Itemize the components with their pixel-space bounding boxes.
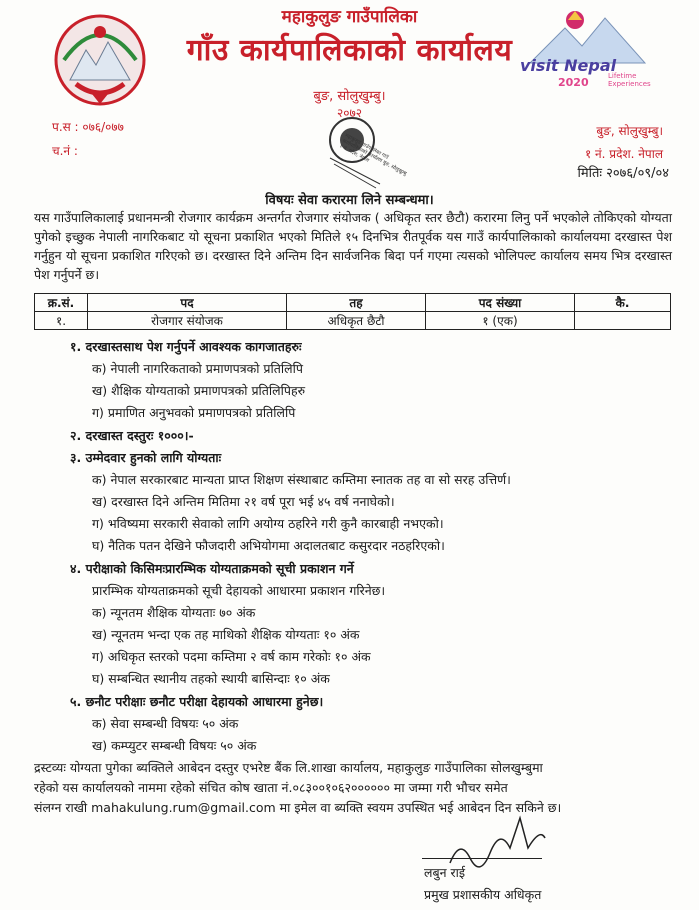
list-item: क) सेवा सम्बन्धी विषयः ५० अंक <box>92 716 239 731</box>
table-cell <box>575 312 671 330</box>
table-cell: रोजगार संयोजक <box>88 312 287 330</box>
address-line-2: १ नं. प्रदेश. नेपाल <box>584 147 663 161</box>
visit-nepal-logo <box>520 8 650 98</box>
list-item: घ) नैतिक पतन देखिने फौजदारी अभियोगमा अदालतबाट कसुरदार नठहरिएको। <box>92 538 445 553</box>
list-item: ग) अधिकृत स्तरको पदमा कम्तिमा २ वर्ष काम गरेकोः १० अंक <box>92 649 371 664</box>
chalani-number: च.नं : <box>52 144 78 158</box>
section-subtext: प्रारम्भिक योग्यताक्रमको सूची देहायको आधारमा प्रकाशन गरिनेछ। <box>92 583 386 598</box>
section-title: ४. परीक्षाको किसिमःप्रारम्भिक योग्यताक्रमको सूची प्रकाशन गर्ने <box>70 561 354 576</box>
visit-nepal-year: 2020 <box>558 76 589 89</box>
list-item: क) नेपाल सरकारबाट मान्यता प्राप्त शिक्षण संस्थाबाट कम्तिमा स्नातक तह वा सो सरह उत्तिर्ण। <box>92 472 511 487</box>
list-item: ख) कम्प्युटर सम्बन्धी विषयः ५० अंक <box>92 738 257 753</box>
table-header: तह <box>287 294 426 312</box>
office-seal-text: महाकुलुङ गाउँपालिका गाउँ कार्यपालिकाको कार्यालय बुङ, सोलुखुम्बु १ नं. प्रदेश, नेपाल <box>338 132 408 178</box>
letter-date: मितिः २०७६/०९/०४ <box>577 166 669 181</box>
list-item: क) नेपाली नागरिकताको प्रमाणपत्रको प्रतिलिपि <box>92 361 303 376</box>
office-title: गाँउ कार्यपालिकाको कार्यालय <box>186 33 513 68</box>
section-title: १. दरखास्तसाथ पेश गर्नुपर्ने आवश्यक कागजातहरुः <box>70 339 302 354</box>
list-item: क) न्यूनतम शैक्षिक योग्यताः ७० अंक <box>92 605 256 620</box>
table-cell: अधिकृत छैटौ <box>287 312 426 330</box>
subject-line: विषयः सेवा करारमा लिने सम्बन्धमा। <box>265 193 434 208</box>
patra-sankhya: प.स : ०७६/०७७ <box>52 120 124 134</box>
footer-note <box>34 758 679 818</box>
signatory-name: लबुन राई <box>424 865 466 880</box>
signatory-title: प्रमुख प्रशासकीय अधिकृत <box>424 887 542 902</box>
visit-nepal-tagline: Lifetime Experiences <box>608 72 651 88</box>
visit-nepal-text: visit Nepal <box>520 56 617 75</box>
section-title: ३. उम्मेदवार हुनको लागि योग्यताः <box>70 450 222 465</box>
list-item: ग) प्रमाणित अनुभवको प्रमाणपत्रको प्रतिलिपि <box>92 405 296 420</box>
list-item: ख) न्यूनतम भन्दा एक तह माथिको शैक्षिक योग्यताः १० अंक <box>92 627 360 642</box>
footer-line: संलग्न राखी mahakulung.rum@gmail.com मा इमेल वा ब्यक्ति स्वयम उपस्थित भई आबेदन दिन सकिने छ। <box>34 800 562 815</box>
footer-line: रहेको यस कार्यालयको नाममा रहेको संचित कोष खाता नं.०८३००१०६२०००००० मा जम्मा गरी भौचर समेत <box>34 780 508 795</box>
section-title: ५. छनौट परीक्षाः छनौट परीक्षा देहायको आधारमा हुनेछ। <box>70 694 324 709</box>
table-cell: १ (एक) <box>426 312 575 330</box>
intro-paragraph: यस गाउँपालिकालाई प्रधानमन्त्री रोजगार कार्यक्रम अन्तर्गत रोजगार संयोजक ( अधिकृत स्तर छैटौ) करारमा लिनु पर्ने भएकोले तोकिएको योग्यता पुगेको इच्छुक नेपाली नागरिकबाट यो सूचना प्रकाशित भएको मितिले १५ दिनभित्र रीतपूर्वक यस गाउँ कार्यपालिकाको कार्यालयमा दरखास्त पेश गर्नुहुन यो सूचना प्रकाशित गरिएको छ। दरखास्त दिने अन्तिम दिन सार्वजनिक बिदा पर्न गएमा त्यसको भोलिपल्ट कार्यालय समय भित्र दरखास्त पेश गर्नुपर्ने छ। <box>34 210 672 282</box>
table-header: कै. <box>575 294 671 312</box>
list-item: घ) सम्बन्धित स्थानीय तहको स्थायी बासिन्दाः १० अंक <box>92 671 330 686</box>
list-item: ख) शैक्षिक योग्यताको प्रमाणपत्रको प्रतिलिपिहरु <box>92 383 306 398</box>
signature-line <box>422 858 542 859</box>
list-item: ख) दरखास्त दिने अन्तिम मितिमा २१ वर्ष पूरा भई ४५ वर्ष ननाघेको। <box>92 494 395 509</box>
table-row <box>35 312 671 330</box>
municipality-name: महाकुलुङ गाउँपालिका <box>281 7 418 27</box>
office-year: २०७२ <box>337 106 362 120</box>
footer-line: द्रस्टव्यः योग्यता पुगेका ब्यक्तिले आबेदन दस्तुर एभरेष्ट बैंक लि.शाखा कार्यालय, महाकुलुङ गाउँपालिका सोलखुम्बुमा <box>34 760 543 775</box>
post-table <box>34 293 671 330</box>
list-item: ग) भविष्यमा सरकारी सेवाको लागि अयोग्य ठहरिने गरी कुनै कारबाही नभएको। <box>92 516 444 531</box>
table-header: पद <box>88 294 287 312</box>
section-title: २. दरखास्त दस्तुरः १०००।- <box>70 428 194 443</box>
address-line-1: बुङ, सोलुखुम्बु। <box>596 124 663 138</box>
office-location: बुङ, सोलुखुम्बु। <box>313 89 386 104</box>
table-header-row <box>35 294 671 312</box>
table-header: क्र.सं. <box>35 294 88 312</box>
table-header: पद संख्या <box>426 294 575 312</box>
table-cell: १. <box>35 312 88 330</box>
